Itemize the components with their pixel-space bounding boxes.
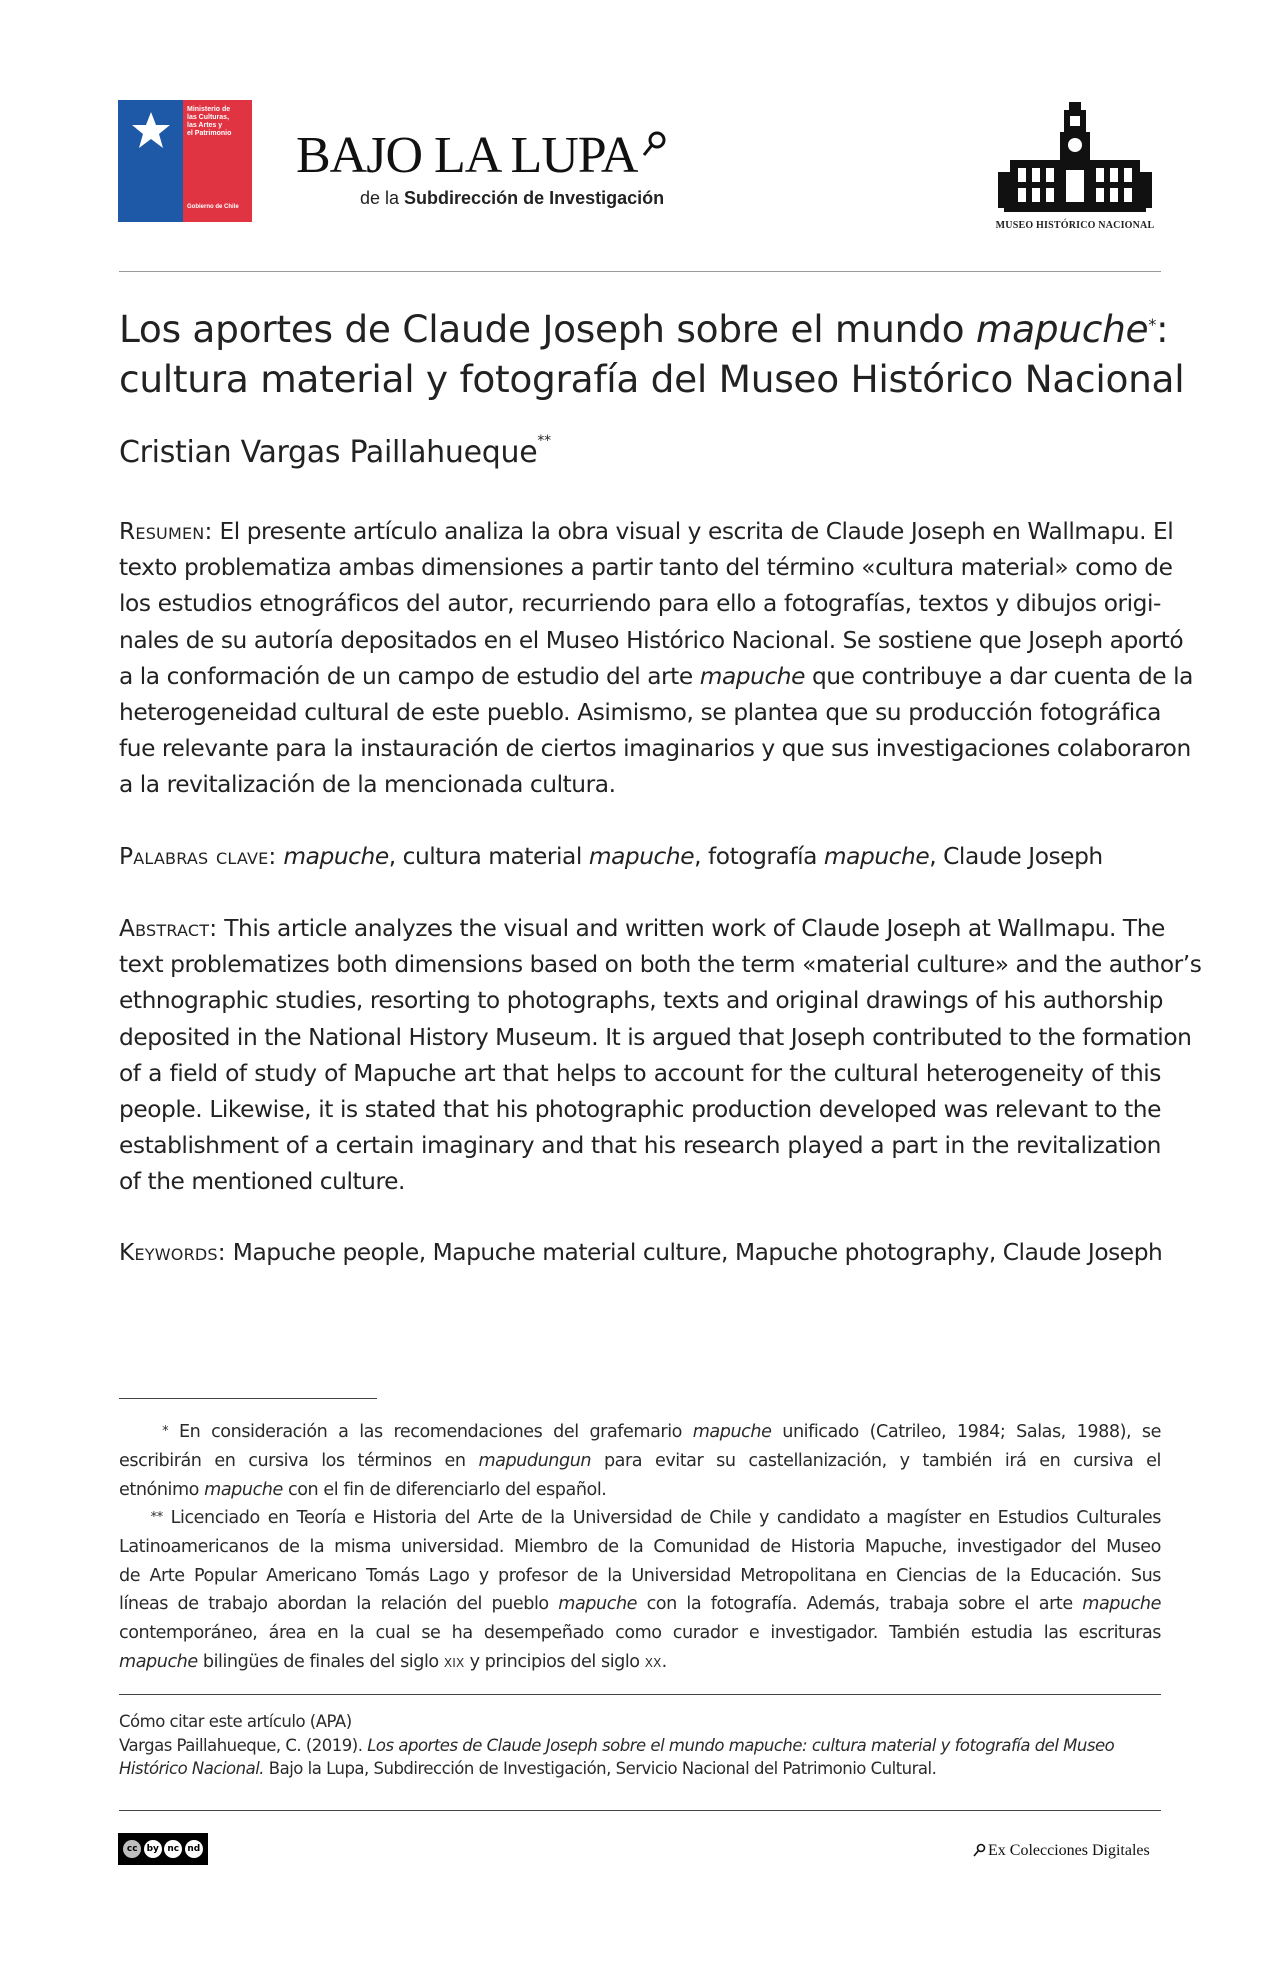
government-logo (118, 100, 252, 222)
magnifier-icon (972, 1843, 986, 1859)
citation-block (119, 1710, 1161, 1781)
logo-blue-panel (118, 100, 183, 222)
footnote-smallcaps: xix (443, 1651, 465, 1672)
magnifier-icon (640, 130, 668, 160)
footnote-line (119, 1476, 1161, 1505)
abstract-label: Abstract: (119, 915, 218, 942)
footnote-line (119, 1504, 1161, 1533)
resumen-line: fue relevante para la instauración de ciertos imaginarios y que sus investigaciones colaboraron (119, 735, 1191, 763)
resumen-line: los estudios etnográficos del autor, recurriendo para ello a fotografías, textos y dibujos origi- (119, 590, 1161, 618)
keywords-label: Keywords: (119, 1239, 226, 1266)
citation-text: Vargas Paillahueque, C. (2019). (119, 1735, 368, 1755)
palabras-clave-line (119, 839, 1161, 875)
government-label: Gobierno de Chile (187, 204, 239, 210)
footnote-mark: * (162, 1424, 169, 1439)
header-divider (119, 271, 1161, 272)
title-colon: : (1156, 307, 1169, 351)
resumen-label: Resumen: (119, 518, 213, 545)
footnote-smallcaps: xx (644, 1651, 662, 1672)
brand-subtitle (360, 188, 668, 209)
resumen-line: a la revitalización de la mencionada cultura. (119, 771, 616, 799)
abstract-line (119, 911, 1165, 947)
citation-divider (119, 1694, 1161, 1695)
brand-subtitle-prefix: de la (360, 188, 405, 208)
footnote-italic: mapuche (692, 1422, 772, 1442)
title-footnote-mark: * (1148, 315, 1157, 334)
footnote-text: bilingües de finales del siglo (197, 1651, 444, 1672)
citation-text: Bajo la Lupa, Subdirección de Investigación, Servicio Nacional del Patrimonio Cultural. (264, 1759, 937, 1778)
footnote-text: etnónimo (119, 1479, 205, 1500)
brand-title (296, 128, 668, 184)
footnote-italic: mapuche (119, 1651, 198, 1672)
footnote-italic: mapuche (558, 1594, 638, 1615)
abstract-line: people. Likewise, it is stated that his photographic production developed was relevant to the (119, 1096, 1161, 1124)
citation-italic: Los aportes de Claude Joseph sobre el mundo mapuche: cultura material y fotografía del Museo (367, 1735, 1115, 1755)
abstract-paragraph (119, 911, 1202, 1201)
brand-title-text: BAJO LA LUPA (296, 127, 638, 184)
ministry-name: Ministerio de las Culturas, las Artes y el Patrimonio (187, 106, 232, 137)
footnote-text: líneas de trabajo abordan la relación del pueblo (119, 1594, 559, 1615)
resumen-line-text: El presente artículo analiza la obra visual y escrita de Claude Joseph en Wallmapu. El (219, 518, 1174, 545)
resumen-line: texto problematiza ambas dimensiones a partir tanto del término «cultura material» como de (119, 554, 1173, 582)
abstract-line: establishment of a certain imaginary and that his research played a part in the revitalization (119, 1132, 1161, 1160)
resumen-italic-word: mapuche (699, 662, 805, 690)
footnote-line (119, 1447, 1161, 1476)
keyword-italic: mapuche (823, 843, 930, 870)
footnote-italic: mapuche (204, 1479, 283, 1500)
nd-icon: nd (185, 1840, 203, 1858)
title-line-1 (119, 304, 1169, 354)
title-line-2: cultura material y fotografía del Museo Histórico Nacional (119, 357, 1185, 401)
title-italic-word: mapuche (975, 307, 1149, 351)
footnote-line: contemporáneo, área en la cual se ha desempeñado como curador e investigador. También estudia las escrituras (119, 1623, 1161, 1644)
footnote-text: para evitar su castellanización, y también irá en cursiva el (591, 1450, 1161, 1471)
citation-line (119, 1757, 1161, 1781)
keywords-text: Mapuche people, Mapuche material culture, Mapuche photography, Claude Joseph (232, 1239, 1163, 1266)
brand-subtitle-bold: Subdirección de Investigación (404, 188, 665, 208)
ex-colecciones-link[interactable] (972, 1842, 1150, 1860)
footnote-text: En consideración a las recomendaciones del grafemario (178, 1422, 693, 1442)
by-icon: by (144, 1840, 162, 1858)
creative-commons-badge[interactable] (118, 1833, 208, 1865)
footnote-text: con el fin de diferenciarlo del español. (282, 1479, 607, 1500)
footnote-text: escribirán en cursiva los términos en (119, 1450, 479, 1471)
keyword-italic: mapuche (283, 843, 389, 870)
museum-logo (990, 100, 1160, 234)
keywords (119, 1235, 1161, 1271)
author-footnote-mark: ** (537, 433, 551, 449)
abstract-line: of the mentioned culture. (119, 1168, 405, 1196)
abstract-line: deposited in the National History Museum. It is argued that Joseph contributed to the formation (119, 1023, 1192, 1051)
article-title (119, 304, 1185, 404)
ex-colecciones-text: Ex Colecciones Digitales (988, 1842, 1150, 1859)
author-text: Cristian Vargas Paillahueque (119, 435, 538, 470)
footnote-2 (119, 1504, 1161, 1677)
abstract-line: ethnographic studies, resorting to photographs, texts and original drawings of his authorship (119, 987, 1164, 1015)
resumen-line-text: a la conformación de un campo de estudio del arte (119, 662, 693, 690)
footnote-line (119, 1418, 1161, 1447)
keyword-italic: mapuche (588, 843, 695, 870)
footnote-line: Latinoamericanos de la misma universidad. Miembro de la Comunidad de Historia Mapuche, investigador del Museo (119, 1536, 1161, 1557)
footnote-italic: mapudungun (478, 1450, 592, 1471)
footnote-text: unificado (Catrileo, 1984; Salas, 1988), se (771, 1422, 1161, 1442)
abstract-line: text problematizes both dimensions based on both the term «material culture» and the author’s (119, 951, 1202, 979)
resumen-line-text: que contribuye a dar cuenta de la (811, 662, 1193, 690)
abstract-line: of a field of study of Mapuche art that helps to account for the cultural heterogeneity of this (119, 1059, 1161, 1087)
museum-building-icon (990, 100, 1160, 216)
keyword-text: , cultura material (388, 843, 589, 870)
citation-line (119, 1734, 1161, 1758)
footnote-divider (119, 1398, 377, 1399)
nc-icon: nc (164, 1840, 182, 1858)
brand-block (296, 128, 668, 209)
museum-name: MUSEO HISTÓRICO NACIONAL (995, 220, 1155, 231)
resumen-line: nales de su autoría depositados en el Museo Histórico Nacional. Se sostiene que Joseph aportó (119, 626, 1184, 654)
footnote-italic: mapuche (1082, 1594, 1162, 1615)
footnote-line (119, 1648, 1161, 1677)
abstract-line-text: This article analyzes the visual and written work of Claude Joseph at Wallmapu. The (224, 915, 1165, 942)
logo-red-panel (183, 100, 252, 222)
palabras-clave-label: Palabras clave: (119, 843, 277, 870)
resumen-line (119, 514, 1174, 550)
keyword-text: , Claude Joseph (929, 843, 1103, 870)
star-icon (129, 110, 173, 150)
citation-italic: Histórico Nacional. (119, 1759, 265, 1778)
resumen-line (119, 659, 1193, 695)
keyword-text: , fotografía (694, 843, 824, 870)
citation-label: Cómo citar este artículo (APA) (119, 1712, 352, 1731)
footnote-line (119, 1590, 1161, 1619)
footnote-text: con la fotografía. Además, trabaja sobre el arte (637, 1594, 1083, 1615)
footnote-mark: ** (150, 1510, 163, 1525)
title-line-1-text: Los aportes de Claude Joseph sobre el mundo (119, 307, 976, 351)
footer-divider (119, 1810, 1161, 1811)
keywords-line (119, 1235, 1161, 1271)
footnote-1 (119, 1418, 1161, 1504)
footnote-line: de Arte Popular Americano Tomás Lago y profesor de la Universidad Metropolitana en Ciencias de la Educación. Sus (119, 1565, 1161, 1586)
footnote-text: . (661, 1651, 667, 1672)
footnote-text: y principios del siglo (464, 1651, 645, 1672)
palabras-clave (119, 839, 1161, 875)
resumen-paragraph (119, 514, 1193, 804)
footnote-text: Licenciado en Teoría e Historia del Arte de la Universidad de Chile y candidato a magíster en Estudios Culturales (170, 1508, 1161, 1528)
resumen-line: heterogeneidad cultural de este pueblo. Asimismo, se plantea que su producción fotográfica (119, 699, 1161, 727)
cc-icon: cc (123, 1840, 141, 1858)
author-name (119, 435, 551, 470)
